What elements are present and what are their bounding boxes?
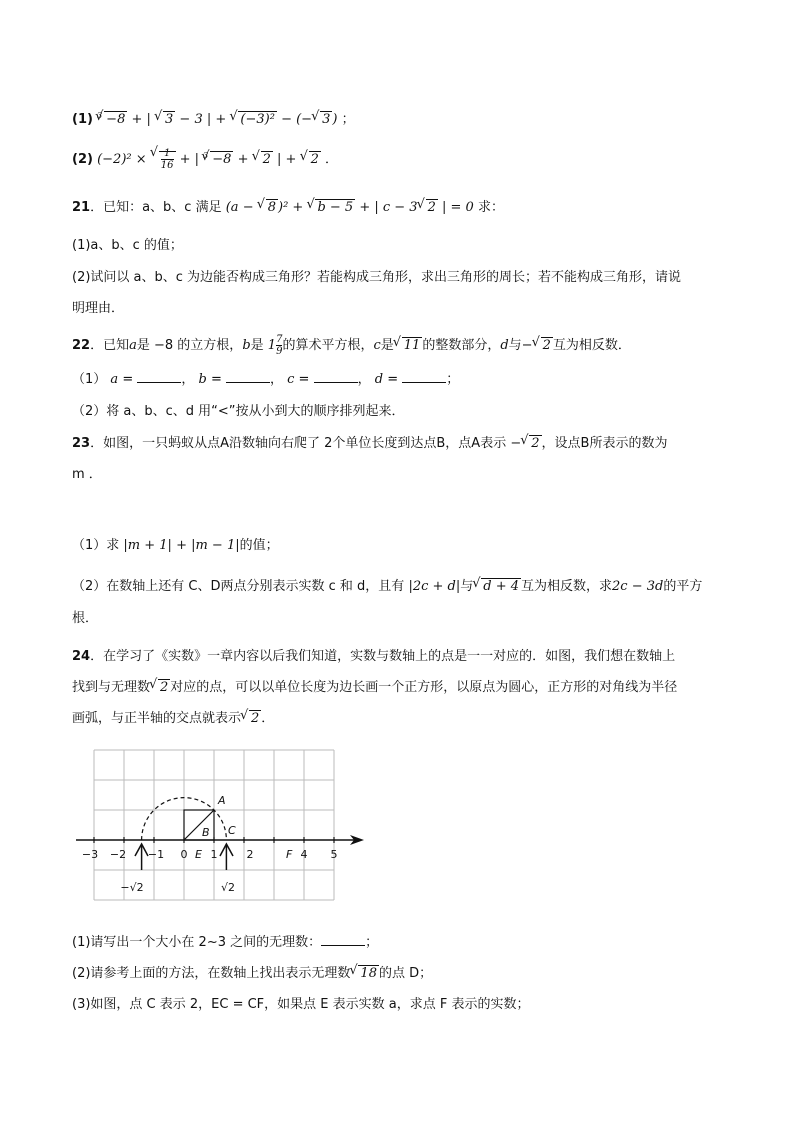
answer-blank-c[interactable]	[314, 382, 358, 383]
q21-part1: (1)a、b、c 的值；	[72, 238, 183, 253]
q24-line1: 24．在学习了《实数》一章内容以后我们知道，实数与数轴上的点是一一对应的．如图，我们想在数轴上	[72, 649, 676, 664]
answer-blank-irrational[interactable]	[321, 945, 365, 946]
tick-label: −3	[81, 848, 99, 861]
q23-part2-cont: 根．	[72, 611, 99, 626]
tick-label: 0	[180, 848, 188, 861]
q21-stem: 21．已知：a、b、c 满足 (a − √ 8 )² + √ b − 5 + | c − 3√ 2 | = 0 求：	[72, 196, 504, 215]
point-label-c: C	[228, 824, 236, 837]
neg-root-label: −√2	[120, 881, 144, 894]
q24-part3: (3)如图，点 C 表示 2，EC = CF，如果点 E 表示实数 a，求点 F 表示的实数；	[72, 997, 530, 1012]
point-label-e: E	[195, 848, 202, 861]
q23-m: m ．	[72, 467, 102, 482]
q23-stem: 23．如图，一只蚂蚁从点A沿数轴向右爬了 2个单位长度到达点B，点A表示 −√ 2 ，设点B所表示的数为	[72, 432, 667, 451]
point-label-f: F	[286, 848, 293, 861]
q24-part1: (1)请写出一个大小在 2~3 之间的无理数： ；	[72, 935, 379, 950]
tick-label: 1	[210, 848, 218, 861]
tick-label: 2	[246, 848, 254, 861]
answer-blank-b[interactable]	[226, 382, 270, 383]
number-line-figure	[72, 748, 372, 908]
q24-part2: (2)请参考上面的方法，在数轴上找出表示无理数√ 18 的点 D；	[72, 962, 432, 981]
answer-blank-d[interactable]	[402, 382, 446, 383]
q23-part1: （1）求 |m + 1| + |m − 1|的值；	[72, 538, 279, 553]
tick-label: −2	[109, 848, 127, 861]
q20-part2: (2) (−2)² × √ $\frac{1}{16}$ + | $^3$√ −8 + √ 2 | + √ 2 ．	[72, 148, 338, 171]
point-label-b: B	[202, 826, 210, 839]
q21-part2-cont: 明理由．	[72, 301, 125, 316]
pos-root-label: √2	[220, 881, 236, 894]
tick-label: 5	[330, 848, 338, 861]
q23-part2: （2）在数轴上还有 C、D两点分别表示实数 c 和 d，且有 |2c + d|与√ d + 4 互为相反数，求2c − 3d的平方	[72, 575, 702, 594]
q21-part2: (2)试问以 a、b、c 为边能否构成三角形？若能构成三角形，求出三角形的周长；若不能构成三角形，请说	[72, 270, 682, 285]
tick-label: −1	[147, 848, 165, 861]
q22-stem: 22．已知a是 −8 的立方根，b是 1 $\frac{7}{9}$ 的算术平方根，c是√ 11 的整数部分，d与−√ 2 互为相反数．	[72, 334, 631, 357]
q20-part1: (1) $^3$√ −8 + | √ 3 − 3 | + √ (−3)² − (−√ 3 ) ；	[72, 108, 355, 127]
q24-line3: 画弧，与正半轴的交点就表示√ 2 ．	[72, 707, 274, 726]
q22-part1: （1） a = ， b = ， c = ， d = ；	[72, 372, 460, 387]
q22-part2: （2）将 a、b、c、d 用“<”按从小到大的顺序排列起来．	[72, 404, 405, 419]
tick-label: 4	[300, 848, 308, 861]
q24-line2: 找到与无理数√ 2 对应的点，可以以单位长度为边长画一个正方形，以原点为圆心，正方形的对角线为半径	[72, 676, 677, 695]
answer-blank-a[interactable]	[137, 382, 181, 383]
point-label-a: A	[218, 794, 226, 807]
